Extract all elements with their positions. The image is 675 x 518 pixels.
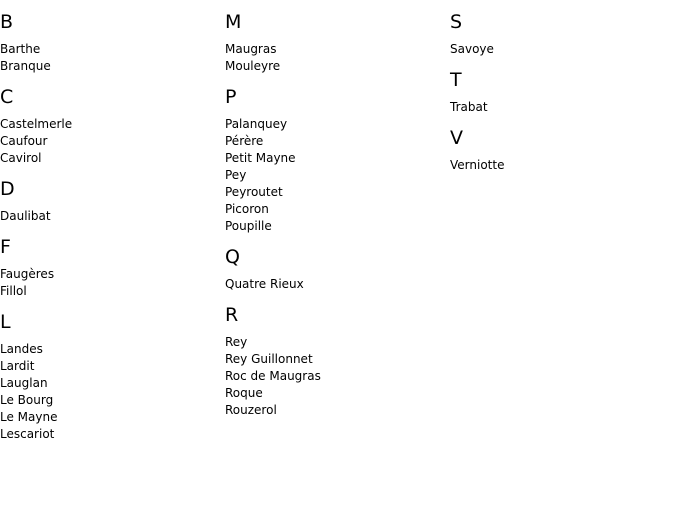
name-list-item [225,368,450,385]
name-link[interactable]: Quatre Rieux [225,277,304,291]
name-link[interactable]: Palanquey [225,117,288,131]
name-list-item [0,375,225,392]
name-link[interactable]: Lauglan [0,376,48,390]
name-list-item [0,409,225,426]
name-link[interactable]: Rouzerol [225,403,277,417]
letter-heading: B [0,11,14,33]
letter-group [0,86,225,167]
name-link[interactable]: Rey [225,335,248,349]
name-link[interactable]: Cavirol [0,151,42,165]
letter-heading: L [0,311,11,333]
name-list-item [225,218,450,235]
name-link[interactable]: Verniotte [450,158,505,172]
letter-group [450,127,675,174]
letter-group [0,311,225,443]
letter-heading: F [0,236,11,258]
name-link[interactable]: Barthe [0,42,41,56]
name-list-item [225,58,450,75]
name-link[interactable]: Mouleyre [225,59,281,73]
name-link[interactable]: Savoye [450,42,494,56]
name-link[interactable]: Daulibat [0,209,51,223]
name-list-item [0,133,225,150]
name-list-item [225,385,450,402]
name-list-item [0,41,225,58]
name-list-item [450,99,675,116]
name-list-item [0,426,225,443]
letter-heading: C [0,86,14,108]
name-list-item [0,358,225,375]
letter-group [225,304,450,419]
name-list [225,334,450,419]
name-list [225,116,450,235]
name-link[interactable]: Lardit [0,359,35,373]
name-link[interactable]: Rey Guillonnet [225,352,313,366]
name-link[interactable]: Caufour [0,134,48,148]
name-list-item [225,184,450,201]
name-link[interactable]: Landes [0,342,43,356]
name-list-item [0,392,225,409]
name-list-item [225,133,450,150]
name-list [225,41,450,75]
letter-heading: S [450,11,463,33]
name-list-item [225,334,450,351]
name-list-item [225,351,450,368]
letter-heading: D [0,178,15,200]
letter-group [0,11,225,75]
name-list-item [0,116,225,133]
name-list [450,99,675,116]
name-list-item [225,41,450,58]
name-list-item [0,266,225,283]
name-link[interactable]: Picoron [225,202,269,216]
name-link[interactable]: Roc de Maugras [225,369,321,383]
name-link[interactable]: Fillol [0,284,27,298]
letter-heading: P [225,86,237,108]
letter-group [225,246,450,293]
name-link[interactable]: Petit Mayne [225,151,296,165]
name-list-item [225,116,450,133]
letter-heading: V [450,127,463,149]
name-list [450,41,675,58]
letter-group [0,178,225,225]
index-column [450,0,675,183]
name-link[interactable]: Roque [225,386,263,400]
letter-heading: M [225,11,242,33]
letter-group [450,69,675,116]
name-link[interactable]: Pey [225,168,247,182]
name-link[interactable]: Le Mayne [0,410,58,424]
name-link[interactable]: Branque [0,59,51,73]
name-list [0,266,225,300]
name-list [450,157,675,174]
name-link[interactable]: Pérère [225,134,264,148]
name-list-item [225,167,450,184]
name-list-item [0,208,225,225]
name-list-item [225,201,450,218]
letter-group [225,11,450,75]
letter-group [450,11,675,58]
name-list [225,276,450,293]
index-column [0,0,225,452]
name-list-item [0,283,225,300]
name-link[interactable]: Faugères [0,267,55,281]
name-list [0,341,225,443]
name-list-item [450,41,675,58]
name-list-item [450,157,675,174]
name-link[interactable]: Maugras [225,42,277,56]
name-list [0,208,225,225]
name-list [0,41,225,75]
name-list-item [0,58,225,75]
name-list-item [225,150,450,167]
name-list-item [0,341,225,358]
name-list [0,116,225,167]
name-list-item [225,276,450,293]
name-link[interactable]: Castelmerle [0,117,73,131]
letter-heading: Q [225,246,240,268]
letter-group [225,86,450,235]
name-link[interactable]: Le Bourg [0,393,54,407]
letter-heading: R [225,304,239,326]
name-link[interactable]: Peyroutet [225,185,283,199]
name-list-item [0,150,225,167]
index-column [225,0,450,428]
name-list-item [225,402,450,419]
name-link[interactable]: Poupille [225,219,272,233]
letter-heading: T [450,69,462,91]
name-link[interactable]: Lescariot [0,427,55,441]
letter-group [0,236,225,300]
name-link[interactable]: Trabat [450,100,488,114]
